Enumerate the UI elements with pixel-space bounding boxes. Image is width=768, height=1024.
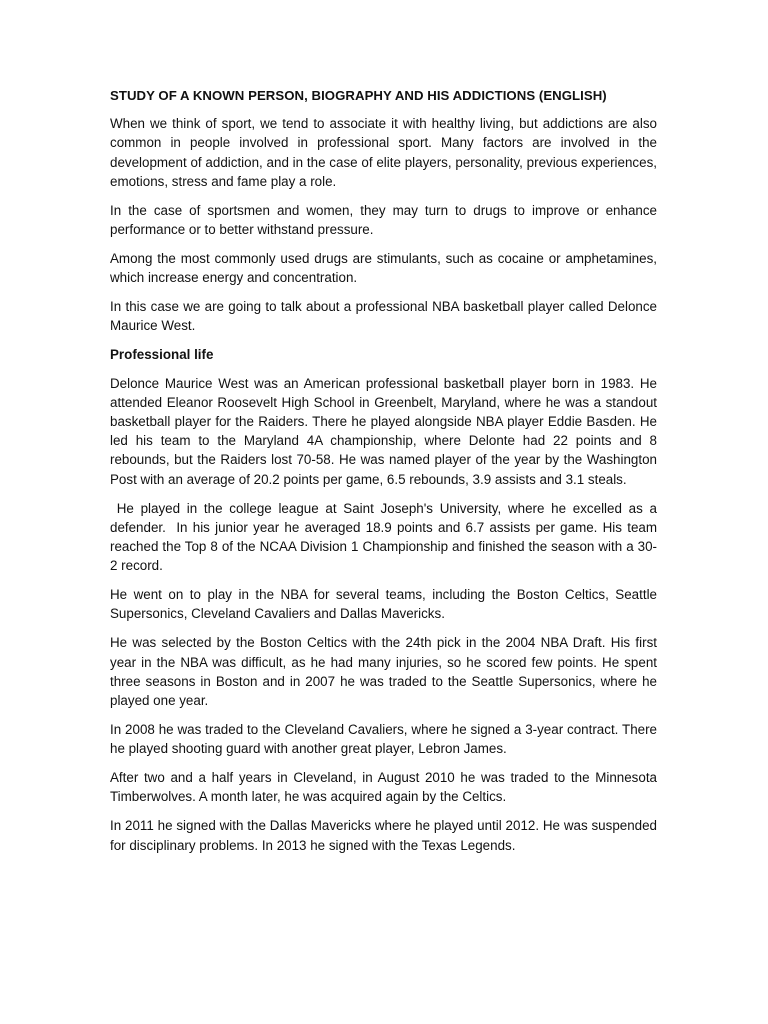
- intro-paragraph: Among the most commonly used drugs are stimulants, such as cocaine or amphetamines, which increase energy and concentration.: [110, 251, 657, 286]
- document-page: [110, 86, 661, 865]
- body-paragraph: After two and a half years in Cleveland, in August 2010 he was traded to the Minnesota Timberwolves. A month later, he was acquired again by the Celtics.: [110, 770, 657, 805]
- body-paragraph: In 2008 he was traded to the Cleveland Cavaliers, where he signed a 3-year contract. There he played shooting guard with another great player, Lebron James.: [110, 722, 657, 757]
- body-paragraph: He played in the college league at Saint Joseph's University, where he excelled as a defender. In his junior year he averaged 18.9 points and 6.7 assists per game. His team reached the Top 8 of the NCAA Division 1 Championship and finished the season with a 30-2 record.: [110, 500, 661, 574]
- body-paragraph: In 2011 he signed with the Dallas Mavericks where he played until 2012. He was suspended for disciplinary problems. In 2013 he signed with the Texas Legends.: [110, 818, 657, 853]
- intro-paragraph: In this case we are going to talk about a professional NBA basketball player called Delonce Maurice West.: [110, 299, 657, 334]
- body-paragraph: He went on to play in the NBA for several teams, including the Boston Celtics, Seattle Supersonics, Cleveland Cavaliers and Dallas Mavericks.: [110, 587, 657, 622]
- body-paragraph: He was selected by the Boston Celtics with the 24th pick in the 2004 NBA Draft. His first year in the NBA was difficult, as he had many injuries, so he scored few points. He spent three seasons in Boston and in 2007 he was traded to the Seattle Supersonics, where he played one year.: [110, 635, 657, 709]
- intro-paragraph: When we think of sport, we tend to associate it with healthy living, but addictions are also common in people involved in professional sport. Many factors are involved in the development of addiction, and in the case of elite players, personality, previous experiences, emotions, stress and fame play a role.: [110, 116, 657, 189]
- section-heading: Professional life: [110, 347, 214, 363]
- document-title: STUDY OF A KNOWN PERSON, BIOGRAPHY AND HIS ADDICTIONS (ENGLISH): [110, 88, 607, 103]
- body-paragraph: Delonce Maurice West was an American professional basketball player born in 1983. He attended Eleanor Roosevelt High School in Greenbelt, Maryland, where he was a standout basketball player for the Raiders. There he played alongside NBA player Eddie Basden. He led his team to the Maryland 4A championship, where Delonte had 22 points and 8 rebounds, but the Raiders lost 70-58. He was named player of the year by the Washington Post with an average of 20.2 points per game, 6.5 rebounds, 3.9 assists and 3.1 steals.: [110, 375, 657, 487]
- intro-paragraph: In the case of sportsmen and women, they may turn to drugs to improve or enhance performance or to better withstand pressure.: [110, 202, 657, 238]
